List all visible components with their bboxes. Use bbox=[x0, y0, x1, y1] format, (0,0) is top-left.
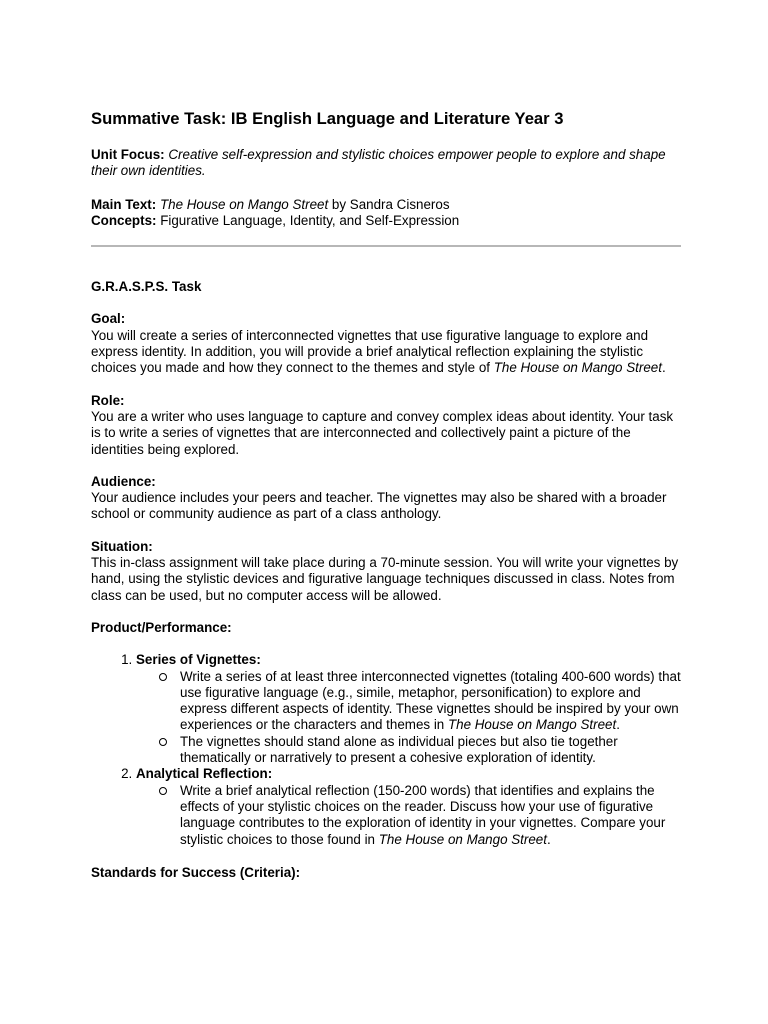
bullet-end: . bbox=[546, 831, 551, 847]
bullet-text: The vignettes should stand alone as individual pieces but also tie together thematically or narratively to present a cohesive exploration of identity. bbox=[180, 733, 618, 766]
situation-text: This in-class assignment will take place during a 70-minute session. You will write your vignettes by hand, using the stylistic devices and figurative language techniques discussed in class. Notes from class can be used, but no computer access will be allowed. bbox=[91, 555, 679, 603]
bullet-text: Write a brief analytical reflection (150-200 words) that identifies and explains the effects of your stylistic choices on the reader. Discuss how your use of figurative language contributes to the exploration of identity in your vignettes. Compare your stylistic choices to those found in bbox=[180, 782, 666, 847]
reflection-bullets bbox=[136, 783, 681, 848]
main-text-title: The House on Mango Street bbox=[159, 196, 329, 212]
bullet-book-title: The House on Mango Street bbox=[378, 831, 547, 847]
document-page bbox=[91, 108, 681, 881]
role-label: Role: bbox=[91, 392, 125, 408]
list-item bbox=[136, 766, 681, 847]
main-text bbox=[91, 197, 681, 213]
role-section bbox=[91, 393, 681, 458]
product-list bbox=[91, 652, 681, 848]
list-item bbox=[180, 734, 681, 767]
list-item bbox=[180, 669, 681, 734]
unit-focus-text: Creative self-expression and stylistic choices empower people to explore and shape their own identities. bbox=[91, 147, 666, 179]
concepts-label: Concepts: bbox=[91, 212, 157, 228]
bullet-end: . bbox=[616, 717, 620, 733]
goal-end: . bbox=[661, 360, 666, 376]
audience-section bbox=[91, 474, 681, 523]
standards-heading: Standards for Success (Criteria): bbox=[91, 864, 301, 880]
unit-focus bbox=[91, 147, 681, 180]
document-title: Summative Task: IB English Language and Literature Year 3 bbox=[91, 109, 564, 128]
horizontal-divider bbox=[91, 245, 681, 247]
list-item bbox=[136, 652, 681, 766]
goal-section bbox=[91, 311, 681, 376]
goal-book-title: The House on Mango Street bbox=[493, 360, 662, 376]
audience-label: Audience: bbox=[91, 473, 156, 489]
role-text: You are a writer who uses language to capture and convey complex ideas about identity. Your task is to write a series of vignettes that are interconnected and collectively paint a picture of the identities being explored. bbox=[91, 408, 674, 457]
situation-section bbox=[91, 539, 681, 604]
bullet-book-title: The House on Mango Street bbox=[447, 717, 617, 733]
bullet-text: Write a series of at least three interconnected vignettes (totaling 400-600 words) that use figurative language (e.g., simile, metaphor, personification) to explore and express different aspects of identity. These vignettes should be inspired by your own experiences or the characters and themes in bbox=[180, 668, 681, 733]
list-item bbox=[180, 783, 681, 848]
goal-label: Goal: bbox=[91, 311, 126, 327]
concepts-text: Figurative Language, Identity, and Self-Expression bbox=[156, 212, 460, 228]
goal-body: You will create a series of interconnected vignettes that use figurative language to explore and express identity. In addition, you will provide a brief analytical reflection explaining the stylistic choices you made and how they connect to the themes and style of bbox=[91, 327, 649, 376]
vignettes-bullets bbox=[136, 669, 681, 767]
grasps-heading: G.R.A.S.P.S. Task bbox=[91, 279, 202, 295]
goal-text bbox=[91, 328, 681, 377]
reflection-title: Analytical Reflection: bbox=[136, 766, 273, 782]
vignettes-title: Series of Vignettes: bbox=[136, 652, 261, 668]
product-label: Product/Performance: bbox=[91, 619, 232, 635]
main-text-author: by Sandra Cisneros bbox=[328, 196, 450, 212]
main-text-label: Main Text: bbox=[91, 196, 157, 212]
unit-focus-label: Unit Focus: bbox=[91, 147, 165, 162]
situation-label: Situation: bbox=[91, 538, 153, 554]
concepts bbox=[91, 213, 681, 229]
audience-text: Your audience includes your peers and teacher. The vignettes may also be shared with a broader school or community audience as part of a class anthology. bbox=[91, 490, 667, 522]
